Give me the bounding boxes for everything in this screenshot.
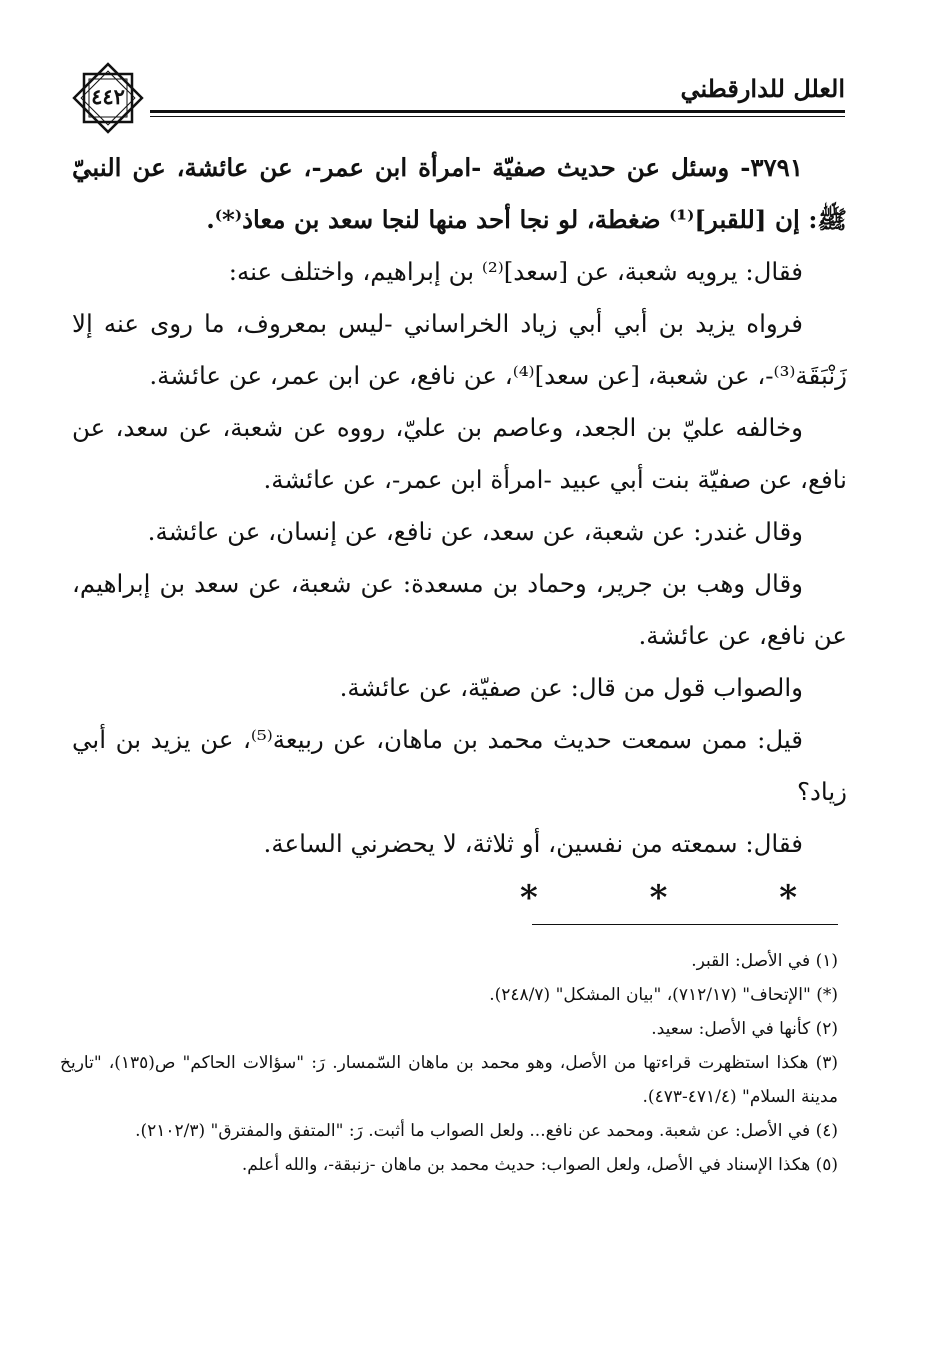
paragraph: وخالفه عليّ بن الجعد، وعاصم بن عليّ، رووه عن شعبة، عن سعد، عن نافع، عن صفيّة بنت أبي عبيد -امرأة ابن عمر-، عن عائشة.: [72, 413, 847, 494]
paragraph: فقال: سمعته من نفسين، أو ثلاثة، لا يحضرني الساعة.: [263, 829, 803, 858]
paragraph: فقال: يرويه شعبة، عن [سعد]⁽²⁾ بن إبراهيم، واختلف عنه:: [228, 257, 803, 286]
page-number-badge: [70, 60, 146, 136]
paragraph-question: ٣٧٩١- وسئل عن حديث صفيّة -امرأة ابن عمر-، عن عائشة، عن النبيّ ﷺ: إن [للقبر]⁽¹⁾ ضغطة، لو نجا أحد منها لنجا سعد بن معاذ⁽*⁾.: [72, 153, 847, 234]
footnote: (٥) هكذا الإسناد في الأصل، ولعل الصواب: حديث محمد بن ماهان -زنبقة-، والله أعلم.: [241, 1155, 838, 1175]
section-separator: * * *: [519, 878, 847, 918]
footnote: (٣) هكذا استظهرت قراءتها من الأصل، وهو محمد بن ماهان السّمسار. رَ: "سؤالات الحاكم" ص(١٣٥)، "تاريخ مدينة السلام" (٤٧١/٤-٤٧٣).: [60, 1053, 839, 1107]
footnote: (*) "الإتحاف" (٧١٢/١٧)، "بيان المشكل" (٢٤٨/٧).: [489, 985, 838, 1005]
main-text: [72, 142, 847, 924]
book-title: العلل للدارقطني: [680, 74, 845, 103]
paragraph: والصواب قول من قال: عن صفيّة، عن عائشة.: [339, 673, 803, 702]
paragraph: وقال غندر: عن شعبة، عن سعد، عن نافع، عن إنسان، عن عائشة.: [147, 517, 803, 546]
paragraph: وقال وهب بن جرير، وحماد بن مسعدة: عن شعبة، عن سعد بن إبراهيم، عن نافع، عن عائشة.: [72, 569, 847, 650]
footnote-rule: [532, 924, 838, 925]
paragraph: فرواه يزيد بن أبي أبي زياد الخراساني -ليس بمعروف، ما روى عنه إلا زَنْبَقَة⁽³⁾-، عن شعبة، [عن سعد]⁽⁴⁾، عن نافع، عن ابن عمر، عن عائشة.: [72, 309, 847, 390]
footnote: (١) في الأصل: القبر.: [691, 951, 838, 971]
footnote: (٤) في الأصل: عن شعبة. ومحمد عن نافع... ولعل الصواب ما أثبت. رَ: "المتفق والمفترق" (٢١٠٢/٣).: [135, 1121, 838, 1141]
header-rule: [150, 110, 845, 113]
page-header: [70, 60, 845, 140]
header-rule-thin: [150, 116, 845, 117]
footnotes: [60, 944, 838, 1182]
footnote: (٢) كأنها في الأصل: سعيد.: [651, 1019, 838, 1039]
paragraph: قيل: ممن سمعت حديث محمد بن ماهان، عن ربيعة⁽⁵⁾، عن يزيد بن أبي زياد؟: [72, 725, 847, 806]
page-number: ٤٤٢: [91, 84, 125, 109]
